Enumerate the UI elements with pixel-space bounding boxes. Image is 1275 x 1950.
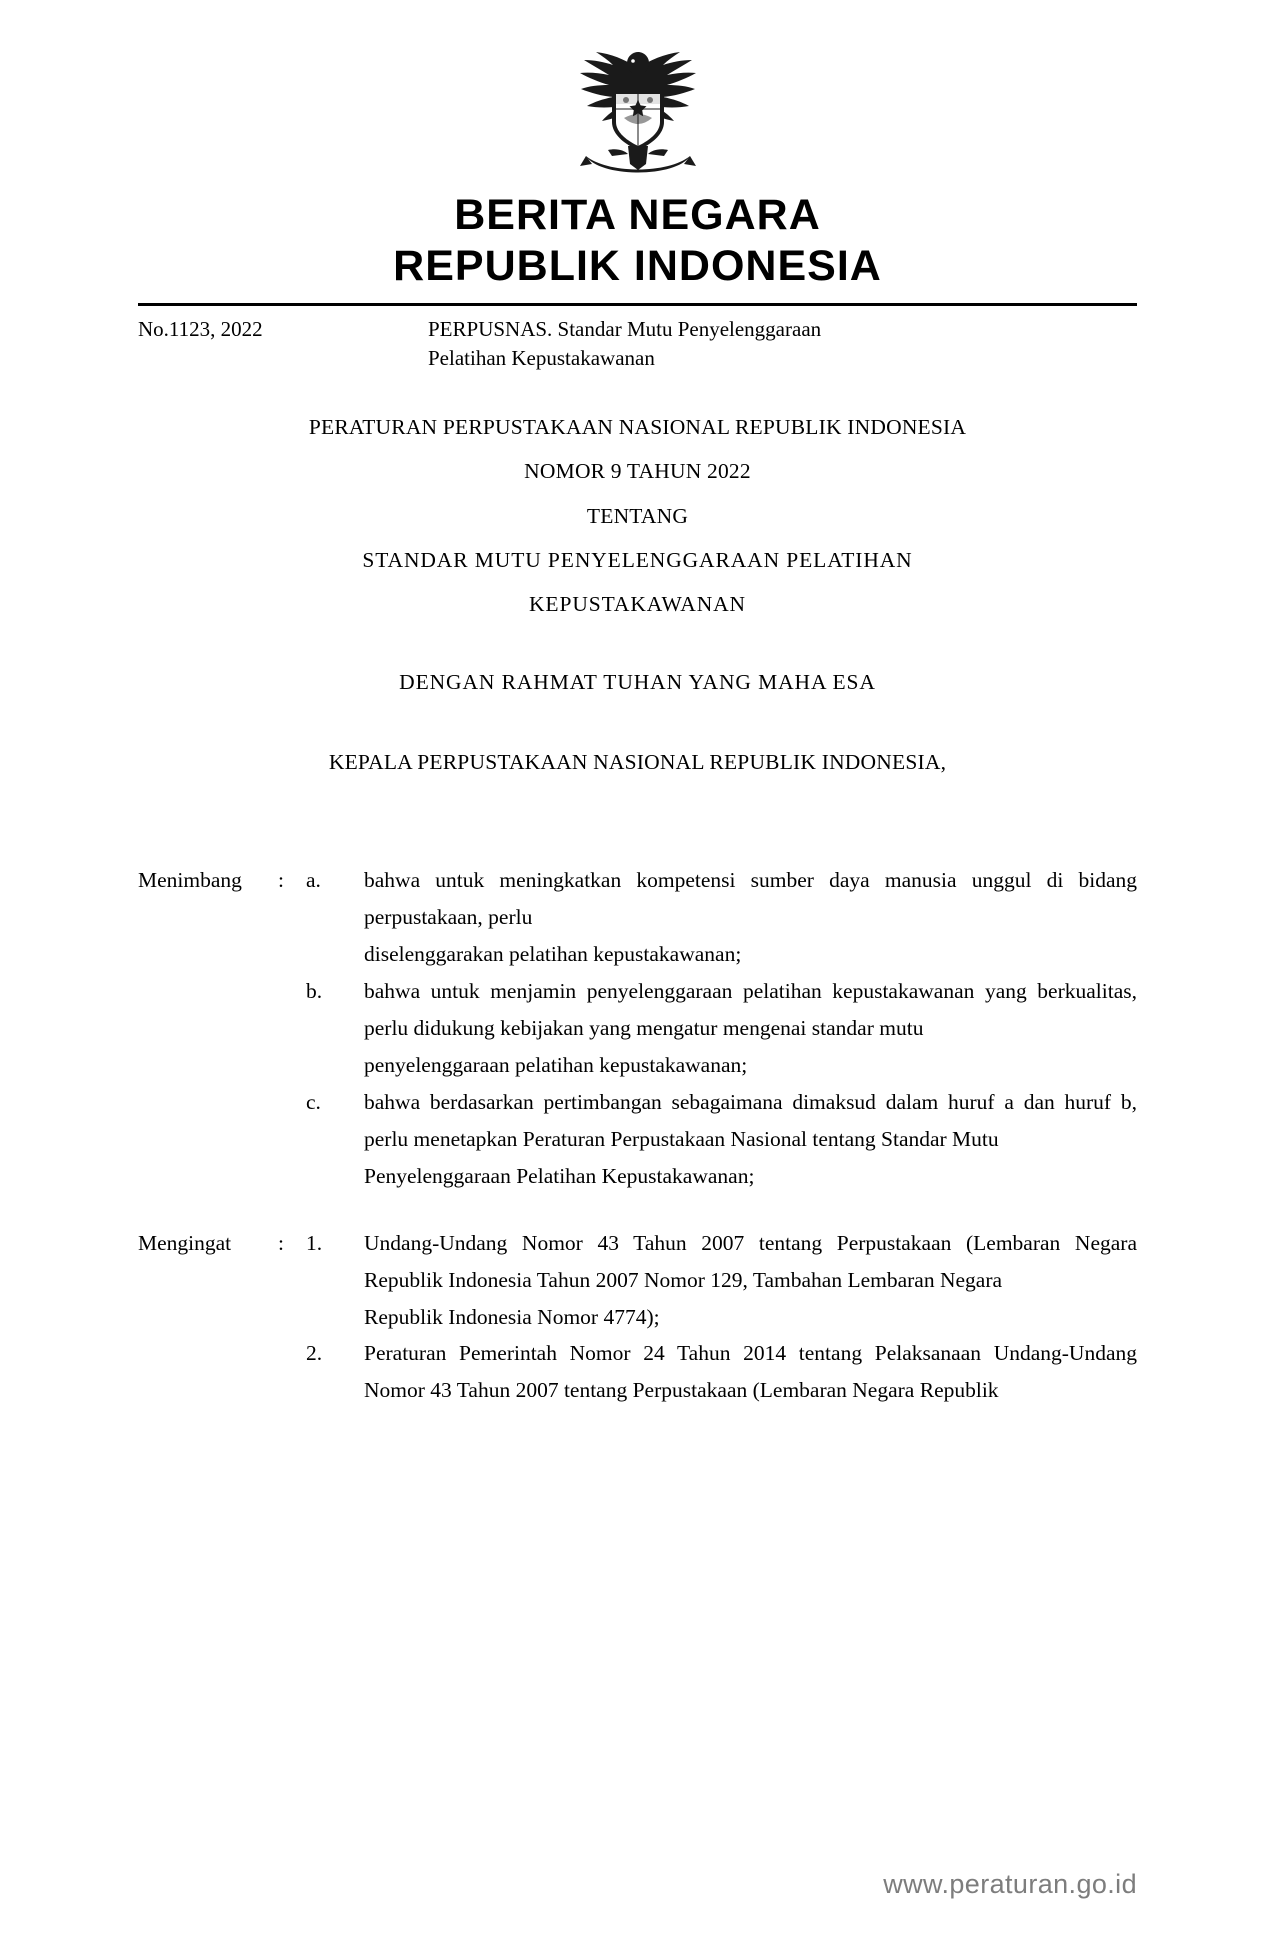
remembering-marker-1: 1. bbox=[306, 1230, 323, 1255]
considering-text-b-last: penyelenggaraan pelatihan kepustakawanan; bbox=[364, 1052, 748, 1077]
considering-text-c-last: Penyelenggaraan Pelatihan Kepustakawanan; bbox=[364, 1163, 755, 1188]
issue-description bbox=[428, 315, 1137, 373]
remembering-text-1 bbox=[364, 1225, 1137, 1336]
considering-block bbox=[138, 862, 1137, 1195]
issue-description-line-2: Pelatihan Kepustakawanan bbox=[428, 346, 655, 371]
remembering-item-2 bbox=[138, 1335, 1137, 1409]
remembering-marker-2: 2. bbox=[306, 1341, 323, 1366]
title-line-6: DENGAN RAHMAT TUHAN YANG MAHA ESA bbox=[399, 669, 876, 694]
title-line-2: NOMOR 9 TAHUN 2022 bbox=[524, 459, 751, 484]
clauses-section bbox=[138, 862, 1137, 1410]
garuda-pancasila-emblem-icon bbox=[568, 0, 708, 184]
remembering-item-1 bbox=[138, 1225, 1137, 1336]
remembering-text-2 bbox=[364, 1335, 1137, 1409]
remembering-colon: : bbox=[278, 1230, 284, 1255]
title-line-3: TENTANG bbox=[586, 503, 689, 528]
remembering-label: Mengingat bbox=[138, 1230, 232, 1255]
masthead-divider bbox=[138, 303, 1137, 306]
considering-text-a bbox=[364, 862, 1137, 973]
considering-text-b bbox=[364, 973, 1137, 1084]
regulation-title-block bbox=[138, 405, 1137, 783]
considering-colon: : bbox=[278, 867, 284, 892]
title-line-4: STANDAR MUTU PENYELENGGARAAN PELATIHAN bbox=[362, 547, 913, 572]
considering-marker-c: c. bbox=[306, 1089, 321, 1114]
considering-text-a-last: diselenggarakan pelatihan kepustakawanan; bbox=[364, 941, 742, 966]
remembering-text-2-main: Peraturan Pemerintah Nomor 24 Tahun 2014 tentang Pelaksanaan Undang-Undang Nomor 43 Tahun 2007 tentang Perpustakaan (Lembaran Negara Republik bbox=[364, 1341, 1137, 1403]
masthead bbox=[138, 190, 1137, 291]
considering-label: Menimbang bbox=[138, 867, 242, 892]
title-line-1: PERATURAN PERPUSTAKAAN NASIONAL REPUBLIK INDONESIA bbox=[308, 415, 967, 440]
issue-line bbox=[138, 315, 1137, 373]
considering-item-c bbox=[138, 1084, 1137, 1195]
masthead-line-2: REPUBLIK INDONESIA bbox=[393, 241, 882, 290]
considering-marker-b: b. bbox=[306, 978, 323, 1003]
considering-item-a bbox=[138, 862, 1137, 973]
considering-text-c bbox=[364, 1084, 1137, 1195]
title-line-5: KEPUSTAKAWANAN bbox=[529, 591, 746, 616]
masthead-line-1: BERITA NEGARA bbox=[454, 191, 821, 239]
remembering-text-1-main: Undang-Undang Nomor 43 Tahun 2007 tentang Perpustakaan (Lembaran Negara Republik Indonesia Tahun 2007 Nomor 129, Tambahan Lembaran Negara bbox=[364, 1230, 1137, 1292]
considering-marker-a: a. bbox=[306, 867, 321, 892]
title-line-7: KEPALA PERPUSTAKAAN NASIONAL REPUBLIK INDONESIA, bbox=[328, 749, 947, 774]
considering-item-b bbox=[138, 973, 1137, 1084]
issue-description-line-1: PERPUSNAS. Standar Mutu Penyelenggaraan bbox=[428, 317, 822, 342]
issue-number: No.1123, 2022 bbox=[138, 317, 263, 342]
remembering-block bbox=[138, 1225, 1137, 1410]
considering-text-a-main: bahwa untuk meningkatkan kompetensi sumber daya manusia unggul di bidang perpustakaan, perlu bbox=[364, 867, 1137, 929]
considering-text-b-main: bahwa untuk menjamin penyelenggaraan pelatihan kepustakawanan yang berkualitas, perlu didukung kebijakan yang mengatur mengenai standar mutu bbox=[364, 978, 1137, 1040]
remembering-text-1-last: Republik Indonesia Nomor 4774); bbox=[364, 1304, 660, 1329]
considering-text-c-main: bahwa berdasarkan pertimbangan sebagaimana dimaksud dalam huruf a dan huruf b, perlu menetapkan Peraturan Perpustakaan Nasional tentang Standar Mutu bbox=[364, 1089, 1137, 1151]
watermark: www.peraturan.go.id bbox=[883, 1869, 1137, 1899]
